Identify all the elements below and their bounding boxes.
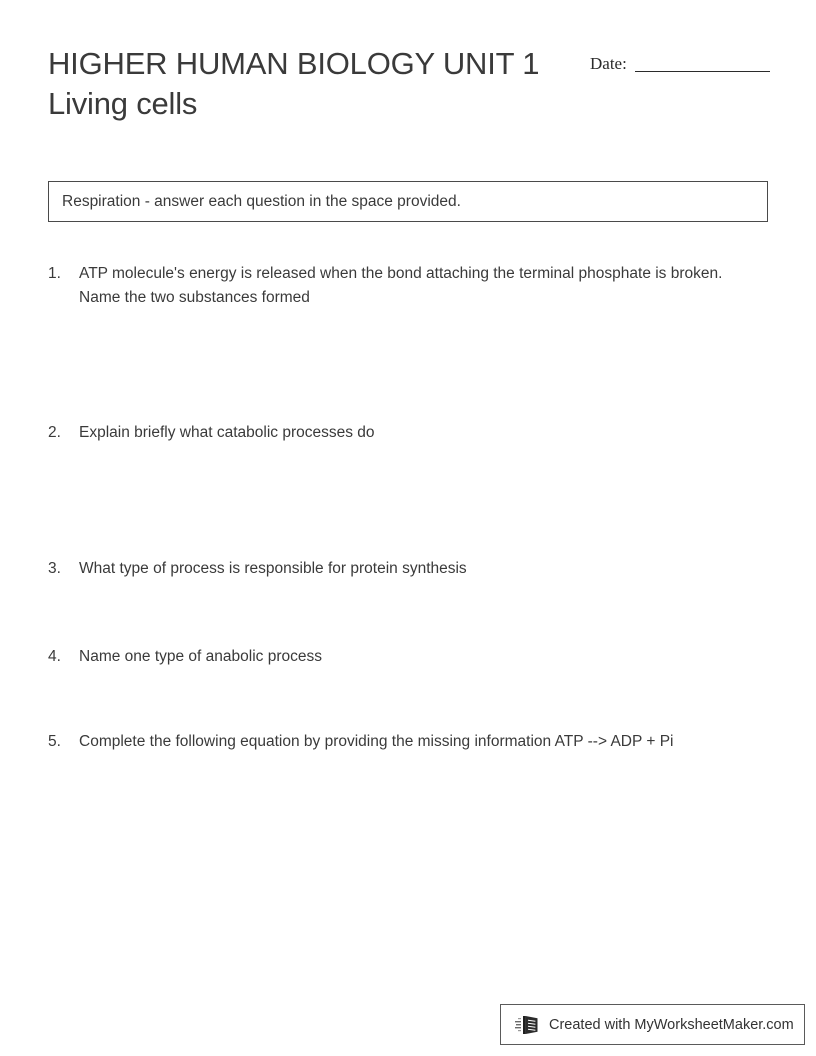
question-item	[48, 262, 768, 310]
worksheet-maker-logo-icon	[515, 1013, 543, 1037]
question-number: 3.	[48, 560, 61, 577]
question-item	[48, 645, 768, 669]
created-with-badge-text: Created with MyWorksheetMaker.com	[549, 1016, 794, 1033]
answer-space[interactable]	[48, 445, 768, 557]
question-text: What type of process is responsible for protein synthesis	[79, 560, 467, 577]
page-title-line-1: HIGHER HUMAN BIOLOGY UNIT 1	[48, 46, 540, 81]
question-number: 4.	[48, 648, 61, 665]
question-item	[48, 730, 768, 754]
answer-space[interactable]	[48, 310, 768, 421]
date-label: Date:	[590, 54, 627, 73]
instruction-text: Respiration - answer each question in the space provided.	[62, 192, 461, 210]
answer-space[interactable]	[48, 669, 768, 730]
question-number: 2.	[48, 424, 61, 441]
page-title	[48, 44, 568, 124]
page-header	[48, 44, 768, 144]
created-with-badge[interactable]	[500, 1004, 805, 1045]
question-text: Name one type of anabolic process	[79, 648, 322, 665]
question-number: 1.	[48, 265, 61, 282]
question-text: Complete the following equation by providing the missing information ATP --> ADP + Pi	[79, 733, 674, 750]
date-field	[590, 54, 770, 74]
question-number: 5.	[48, 733, 61, 750]
date-write-in-line[interactable]	[635, 71, 770, 72]
question-text: ATP molecule's energy is released when the bond attaching the terminal phosphate is broken. Name the two substances formed	[79, 265, 723, 306]
question-item	[48, 557, 768, 581]
answer-space[interactable]	[48, 581, 768, 645]
question-item	[48, 421, 768, 445]
instruction-box	[48, 181, 768, 222]
questions-list	[48, 262, 768, 754]
question-text: Explain briefly what catabolic processes do	[79, 424, 375, 441]
page-title-line-2: Living cells	[48, 86, 198, 121]
